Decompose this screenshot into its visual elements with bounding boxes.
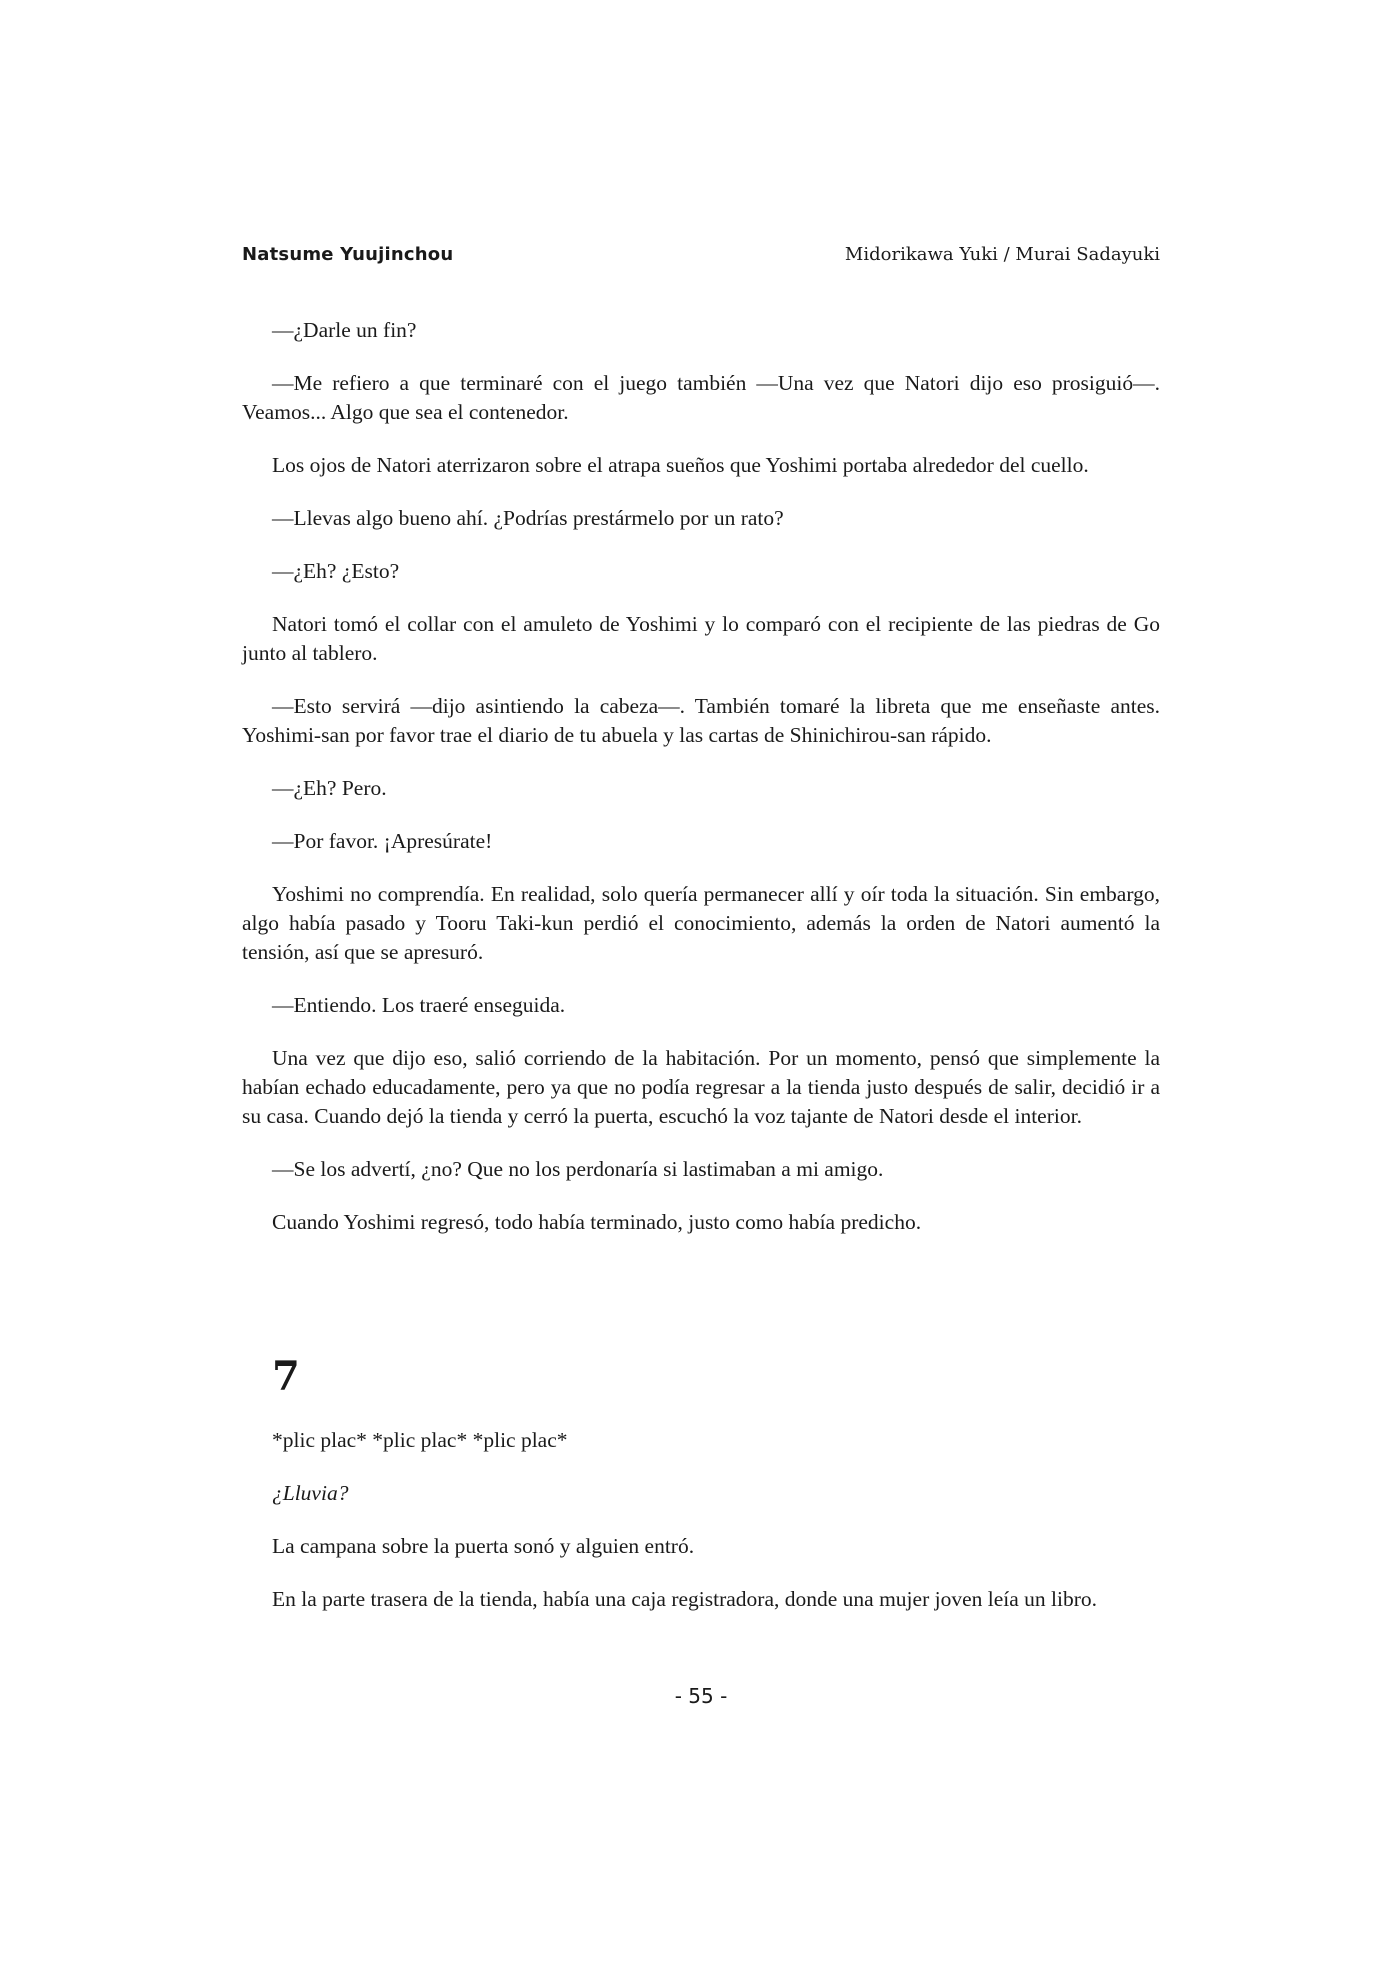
paragraph: En la parte trasera de la tienda, había una caja registradora, donde una mujer joven leía un libro.	[272, 1587, 1098, 1611]
paragraph: Natori tomó el collar con el amuleto de Yoshimi y lo comparó con el recipiente de las piedras de Go junto al tablero.	[242, 612, 1160, 665]
paragraph: —Entiendo. Los traeré enseguida.	[272, 993, 566, 1017]
paragraph-italic: ¿Lluvia?	[272, 1481, 349, 1505]
chapter-number: 7	[272, 1353, 300, 1400]
paragraph: Yoshimi no comprendía. En realidad, solo quería permanecer allí y oír toda la situación. Sin embargo, algo había pasado y Tooru Taki-kun perdió el conocimiento, además la orden de Natori aumentó la tensión, así que se apresuró.	[242, 882, 1160, 964]
page-header	[242, 244, 1160, 274]
paragraph: La campana sobre la puerta sonó y alguien entró.	[272, 1534, 695, 1558]
body-text	[242, 316, 1160, 1261]
paragraph: —Se los advertí, ¿no? Que no los perdonaría si lastimaban a mi amigo.	[272, 1157, 884, 1181]
paragraph: —Me refiero a que terminaré con el juego también —Una vez que Natori dijo eso prosiguió—. Veamos... Algo que sea el contenedor.	[242, 371, 1160, 424]
paragraph: —Por favor. ¡Apresúrate!	[272, 829, 493, 853]
header-book-title: Natsume Yuujinchou	[242, 244, 454, 265]
chapter-body-text	[242, 1426, 1160, 1638]
paragraph: —¿Eh? Pero.	[272, 776, 387, 800]
paragraph: *plic plac* *plic plac* *plic plac*	[272, 1428, 568, 1452]
document-page	[242, 0, 1160, 1980]
paragraph: Una vez que dijo eso, salió corriendo de la habitación. Por un momento, pensó que simplemente la habían echado educadamente, pero ya que no podía regresar a la tienda justo después de salir, decidió ir a su casa. Cuando dejó la tienda y cerró la puerta, escuchó la voz tajante de Natori desde el interior.	[242, 1046, 1160, 1128]
paragraph: Cuando Yoshimi regresó, todo había terminado, justo como había predicho.	[272, 1210, 922, 1234]
paragraph: —¿Eh? ¿Esto?	[272, 559, 400, 583]
header-authors: Midorikawa Yuki / Murai Sadayuki	[844, 244, 1160, 265]
paragraph: —Esto servirá —dijo asintiendo la cabeza—. También tomaré la libreta que me enseñaste antes. Yoshimi-san por favor trae el diario de tu abuela y las cartas de Shinichirou-san rápido.	[242, 694, 1160, 747]
paragraph: —Llevas algo bueno ahí. ¿Podrías prestármelo por un rato?	[272, 506, 784, 530]
paragraph: Los ojos de Natori aterrizaron sobre el atrapa sueños que Yoshimi portaba alrededor del cuello.	[272, 453, 1089, 477]
page-number: - 55 -	[674, 1684, 728, 1708]
paragraph: —¿Darle un fin?	[272, 318, 417, 342]
